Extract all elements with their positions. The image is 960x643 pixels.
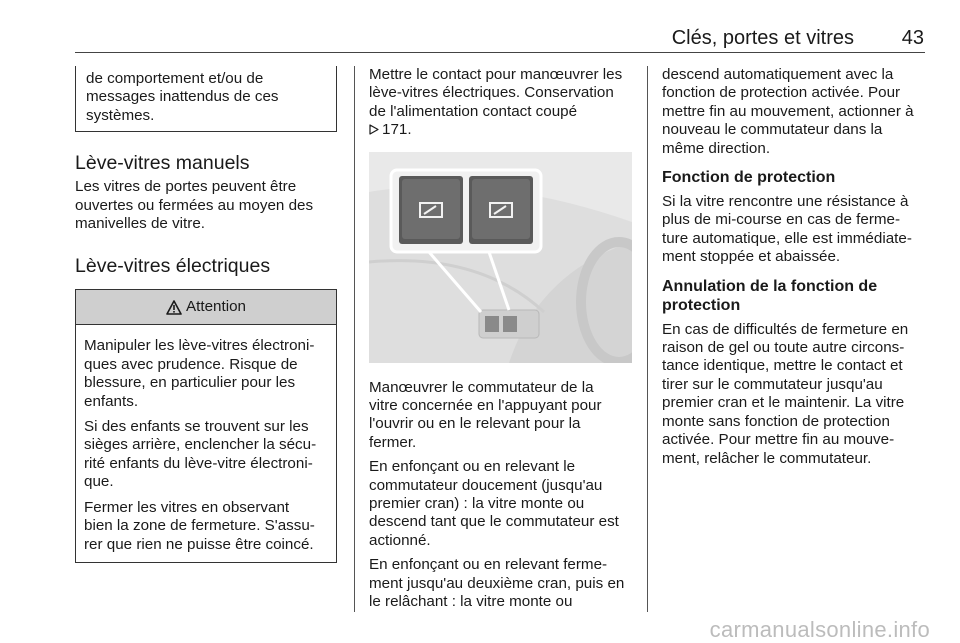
text-line: rer que rien ne puisse être coincé. — [84, 535, 314, 553]
operation-paragraph — [369, 379, 637, 453]
text-line: ment stoppée et abaissée. — [662, 248, 841, 266]
text-line: En enfonçant ou en relevant le — [369, 458, 576, 476]
text-line: Si la vitre rencontre une résistance à — [662, 193, 909, 211]
text-line: ture automatique, elle est immédiate- — [662, 229, 912, 247]
page-reference[interactable] — [369, 121, 637, 139]
attention-body — [76, 325, 336, 561]
text-line: Mettre le contact pour manœuvrer les — [369, 66, 623, 83]
text-line: systèmes. — [86, 106, 155, 124]
heading-line: protection — [662, 296, 741, 314]
text-line: En enfonçant ou en relevant ferme- — [369, 556, 608, 574]
window-switch-illustration — [369, 152, 632, 363]
heading-electric-windows: Lève-vitres électriques — [75, 255, 271, 278]
continued-note-box — [75, 66, 337, 132]
watermark: carmanualsonline.info — [709, 617, 930, 642]
column-1 — [75, 66, 337, 563]
text-line: raison de gel ou toute autre circons- — [662, 339, 905, 357]
text-line: tirer sur le commutateur jusqu'au — [662, 375, 883, 393]
attention-header — [76, 290, 336, 325]
page-reference-arrow-icon — [369, 124, 379, 135]
text-line: descend automatiquement avec la — [662, 66, 894, 83]
text-line: Les vitres de portes peuvent être — [75, 178, 297, 196]
header-rule — [75, 52, 925, 53]
page-reference-number: 171. — [382, 121, 412, 139]
text-line: que. — [84, 473, 114, 491]
text-line: premier cran) : la vitre monte ou — [369, 495, 585, 513]
text-line: ment jusqu'au deuxième cran, puis en — [369, 574, 625, 592]
text-line: lève-vitres électriques. Conservation — [369, 84, 614, 102]
attention-box — [75, 289, 337, 562]
column-divider-2 — [647, 66, 648, 612]
text-line: ment, relâcher le commutateur. — [662, 449, 872, 467]
attention-paragraph-1 — [84, 337, 330, 411]
column-divider-1 — [354, 66, 355, 612]
text-line: enfants. — [84, 392, 139, 410]
auto-paragraph — [662, 66, 927, 158]
text-line: monte sans fonction de protection — [662, 412, 890, 430]
attention-title: Attention — [186, 298, 246, 316]
page-number: 43 — [901, 27, 924, 49]
attention-paragraph-2 — [84, 418, 330, 492]
text-line: de l'alimentation contact coupé — [369, 102, 578, 120]
text-line: messages inattendus de ces — [86, 88, 279, 106]
text-line: activée. Pour mettre fin au mouve- — [662, 431, 895, 449]
text-line: actionné. — [369, 531, 431, 549]
text-line: le relâchant : la vitre monte ou — [369, 593, 573, 611]
text-line: blessure, en particulier pour les — [84, 374, 296, 392]
heading-cancel-protection — [662, 277, 927, 315]
text-line: Manipuler les lève-vitres électroni- — [84, 337, 315, 355]
manual-windows-paragraph — [75, 178, 337, 233]
text-line: l'ouvrir ou en le relevant pour la — [369, 415, 581, 433]
text-line: mettre fin au mouvement, actionner à — [662, 102, 914, 120]
text-line: ouvertes ou fermées au moyen des — [75, 196, 314, 214]
text-line: plus de mi-course en cas de ferme- — [662, 211, 901, 229]
text-line: Fermer les vitres en observant — [84, 498, 290, 516]
attention-paragraph-3 — [84, 499, 330, 554]
running-header-title: Clés, portes et vitres — [671, 27, 854, 49]
heading-protection-function: Fonction de protection — [662, 169, 836, 187]
text-line: nouveau le commutateur dans la — [662, 121, 883, 139]
heading-line: Annulation de la fonction de — [662, 277, 878, 295]
text-line: fermer. — [369, 433, 417, 451]
second-detent-paragraph — [369, 556, 637, 611]
first-detent-paragraph — [369, 458, 637, 550]
text-line: bien la zone de fermeture. S'assu- — [84, 517, 315, 535]
protection-paragraph — [662, 193, 927, 267]
column-3 — [662, 66, 927, 474]
heading-manual-windows: Lève-vitres manuels — [75, 152, 250, 175]
text-line: sièges arrière, enclencher la sécu- — [84, 436, 317, 454]
intro-paragraph — [369, 66, 637, 140]
text-line: fonction de protection activée. Pour — [662, 84, 901, 102]
text-line: tance identique, mettre le contact et — [662, 357, 903, 375]
text-line: ques avec prudence. Risque de — [84, 355, 298, 373]
text-line: descend tant que le commutateur est — [369, 513, 619, 531]
text-line: Si des enfants se trouvent sur les — [84, 418, 309, 436]
cancel-protection-paragraph — [662, 321, 927, 468]
text-line: premier cran et le maintenir. La vitre — [662, 394, 905, 412]
warning-triangle-icon — [166, 300, 182, 315]
text-line: de comportement et/ou de — [86, 70, 264, 87]
text-line: rité enfants du lève-vitre électroni- — [84, 454, 313, 472]
text-line: vitre concernée en l'appuyant pour — [369, 397, 602, 415]
text-line: même direction. — [662, 139, 771, 157]
text-line: manivelles de vitre. — [75, 215, 205, 233]
column-2 — [369, 66, 637, 618]
text-line: commutateur doucement (jusqu'au — [369, 476, 603, 494]
text-line: En cas de difficultés de fermeture en — [662, 320, 909, 338]
text-line: Manœuvrer le commutateur de la — [369, 378, 594, 396]
